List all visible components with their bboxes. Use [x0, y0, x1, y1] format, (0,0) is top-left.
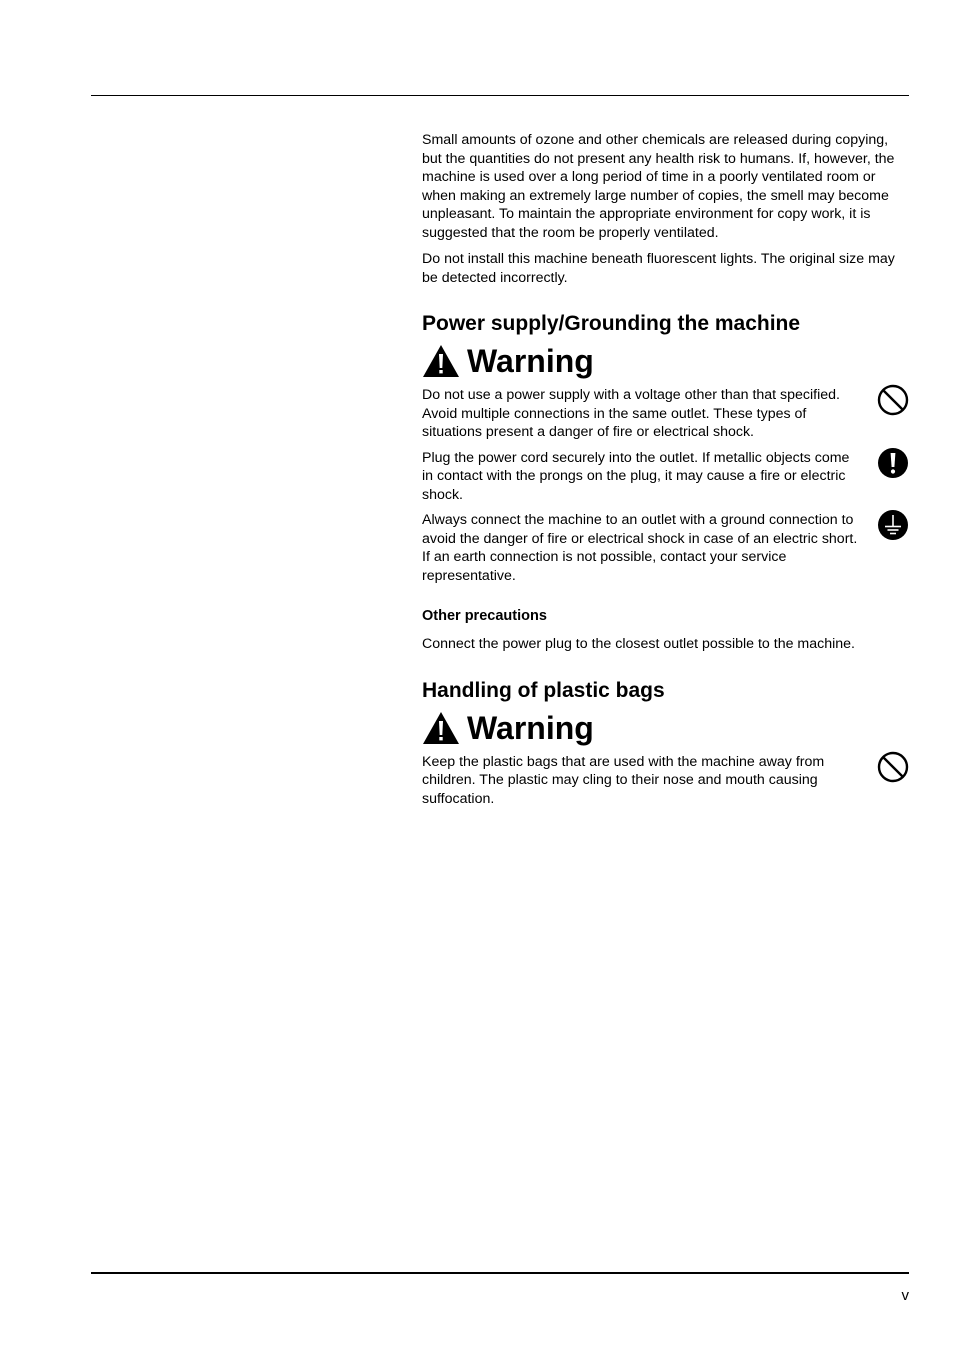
- section-heading-plastic-bags: Handling of plastic bags: [422, 678, 665, 702]
- other-precautions-heading: Other precautions: [422, 608, 547, 624]
- intro-paragraph-ozone: Small amounts of ozone and other chemicals are released during copying, but the quantities do not present any health risk to humans. If, however, the machine is used over a long period of time in a poorly ventilated room or when making an extremely large number of copies, the smell may become unpleasant. To maintain the appropriate environment for copy work, it is suggested that the room be properly ventilated.: [422, 132, 895, 241]
- warning-item-text: Always connect the machine to an outlet with a ground connection to avoid the danger of fire or electrical shock in case of an electric short. If an earth connection is not possible, contact your service representative.: [422, 512, 858, 584]
- intro-paragraph-fluorescent: Do not install this machine beneath fluorescent lights. The original size may be detected incorrectly.: [422, 251, 895, 286]
- header-rule: [91, 95, 909, 96]
- warning-item-text: Do not use a power supply with a voltage other than that specified. Avoid multiple connections in the same outlet. These types of situations present a danger of fire or electrical shock.: [422, 387, 840, 440]
- ground-icon: [877, 509, 909, 541]
- page-number: v: [901, 1287, 909, 1304]
- warning-title-power: [422, 342, 909, 380]
- warning-triangle-icon: [422, 711, 460, 745]
- warning-item: [422, 753, 909, 809]
- other-precautions-text: Connect the power plug to the closest outlet possible to the machine.: [422, 636, 855, 652]
- warning-item-text: Plug the power cord securely into the outlet. If metallic objects come in contact with the prongs on the plug, it may cause a fire or electric shock.: [422, 449, 850, 503]
- warning-item: [422, 511, 909, 585]
- warning-item: [422, 449, 909, 505]
- prohibited-icon: [877, 751, 909, 783]
- warning-label: Warning: [467, 709, 594, 746]
- warning-item-text: Keep the plastic bags that are used with the machine away from children. The plastic may cling to their nose and mouth causing suffocation.: [422, 753, 825, 807]
- section-heading-power: Power supply/Grounding the machine: [422, 312, 801, 335]
- prohibited-icon: [877, 384, 909, 416]
- footer-rule: [91, 1272, 909, 1274]
- warning-item: [422, 386, 909, 442]
- mandatory-exclamation-icon: [877, 447, 909, 479]
- warning-label: Warning: [467, 343, 594, 379]
- warning-triangle-icon: [422, 344, 460, 378]
- warning-title-bags: [422, 709, 909, 747]
- content-column: [422, 131, 909, 815]
